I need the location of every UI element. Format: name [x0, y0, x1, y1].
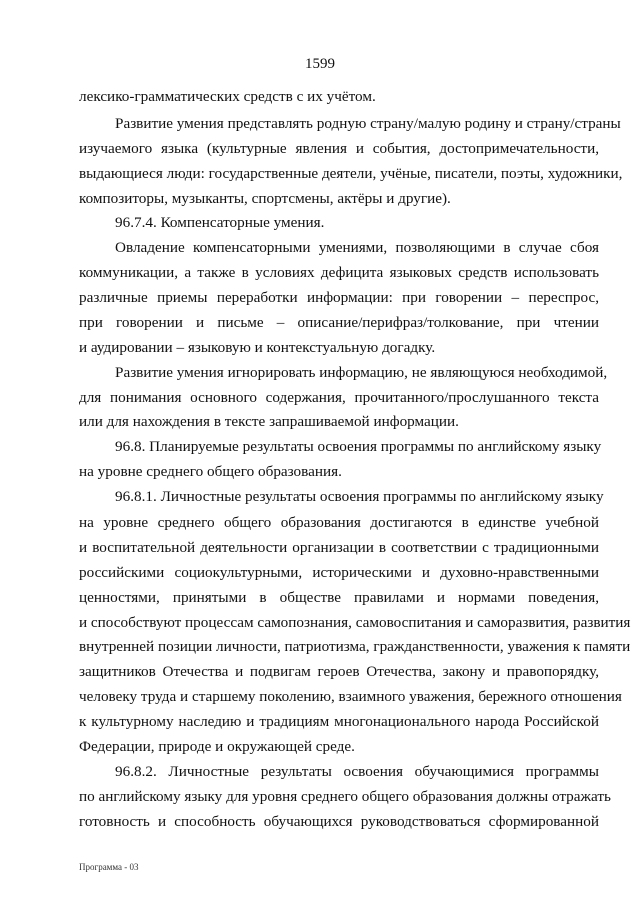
text-line: российскими социокультурными, историческими и духовно-нравственными: [79, 564, 599, 581]
text-line: композиторы, музыканты, спортсмены, актёры и другие).: [79, 190, 451, 207]
text-line: Развитие умения игнорировать информацию, не являющуюся необходимой,: [115, 364, 608, 381]
text-line: при говорении и письме – описание/перифраз/толкование, при чтении: [79, 314, 599, 331]
text-line: выдающиеся люди: государственные деятели, учёные, писатели, поэты, художники,: [79, 165, 623, 182]
page-number: 1599: [305, 56, 335, 72]
text-line: ценностями, принятыми в обществе правилами и нормами поведения,: [79, 589, 599, 606]
text-line: защитников Отечества и подвигам героев Отечества, закону и правопорядку,: [79, 663, 599, 680]
text-line: на уровне среднего общего образования достигаются в единстве учебной: [79, 514, 599, 531]
text-line: и воспитательной деятельности организации в соответствии с традиционными: [79, 539, 599, 556]
section-heading: 96.8. Планируемые результаты освоения программы по английскому языку: [115, 438, 602, 455]
text-line: Развитие умения представлять родную страну/малую родину и страну/страны: [115, 115, 621, 132]
text-line: 96.8.2. Личностные результаты освоения обучающимися программы: [115, 763, 599, 780]
text-line: готовность и способность обучающихся руководствоваться сформированной: [79, 813, 599, 830]
text-line: Овладение компенсаторными умениями, позволяющими в случае сбоя: [115, 239, 599, 256]
text-line: к культурному наследию и традициям многонационального народа Российской: [79, 713, 599, 730]
text-line: коммуникации, а также в условиях дефицита языковых средств использовать: [79, 264, 599, 281]
text-line: лексико-грамматических средств с их учётом.: [79, 88, 376, 105]
section-heading: 96.7.4. Компенсаторные умения.: [115, 214, 325, 231]
text-line: и способствуют процессам самопознания, самовоспитания и саморазвития, развития: [79, 614, 631, 631]
text-line: 96.8.1. Личностные результаты освоения программы по английскому языку: [115, 488, 604, 505]
text-line: Федерации, природе и окружающей среде.: [79, 738, 355, 755]
text-line: или для нахождения в тексте запрашиваемой информации.: [79, 413, 459, 430]
text-line: по английскому языку для уровня среднего общего образования должны отражать: [79, 788, 611, 805]
page-footer: Программа - 03: [79, 862, 139, 872]
text-line: различные приемы переработки информации: при говорении – переспрос,: [79, 289, 599, 306]
text-line: и аудировании – языковую и контекстуальную догадку.: [79, 339, 436, 356]
text-line: для понимания основного содержания, прочитанного/прослушанного текста: [79, 389, 599, 406]
text-line: изучаемого языка (культурные явления и события, достопримечательности,: [79, 140, 599, 157]
text-line: на уровне среднего общего образования.: [79, 463, 342, 480]
text-line: внутренней позиции личности, патриотизма, гражданственности, уважения к памяти: [79, 638, 631, 655]
text-line: человеку труда и старшему поколению, взаимного уважения, бережного отношения: [79, 688, 622, 705]
